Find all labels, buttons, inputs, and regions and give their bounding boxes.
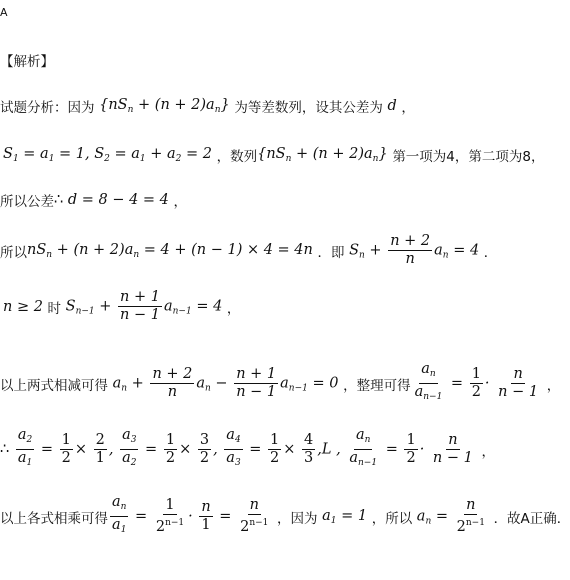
line-8-end: ．故A正确． bbox=[493, 510, 570, 527]
line-3 bbox=[0, 190, 187, 210]
line-7 bbox=[0, 428, 495, 471]
line-2-end: 第一项为4，第二项为8， bbox=[392, 149, 545, 165]
line-2-mid: ，数列 bbox=[216, 149, 258, 165]
formula-sequence-2: $\{nS_n + (n + 2)a_n\}$ bbox=[257, 146, 393, 164]
line-3-prefix: 所以公差 bbox=[0, 194, 54, 210]
formula-a1: $a_1 = 1$ bbox=[317, 507, 372, 526]
line-5 bbox=[3, 290, 240, 323]
line-2 bbox=[3, 145, 545, 165]
line-7-end: ， bbox=[481, 443, 495, 460]
line-4 bbox=[0, 234, 497, 267]
line-5-end: ， bbox=[226, 300, 241, 317]
formula-n-ge-2: n ≥ 2 bbox=[3, 298, 48, 315]
line-3-end: ， bbox=[173, 194, 188, 210]
line-1 bbox=[0, 96, 415, 116]
line-8-mid: ，因为 bbox=[277, 510, 318, 527]
formula-product: $\frac{a_n}{a_1}$ = $\frac{1}{2^{n-1}}$ · $\frac{n}{1}$ = $\frac{n}{2^{n-1}}$ bbox=[112, 494, 269, 535]
line-1-mid: 为等差数列，设其公差为 bbox=[234, 100, 383, 116]
formula-sn-1-relation: $S_{n-1}$ + $\frac{n + 1}{n - 1}$ $a_{n-1} = 4$ bbox=[61, 289, 227, 323]
line-6-end: ， bbox=[546, 377, 561, 394]
line-4-mid: ．即 bbox=[317, 244, 345, 261]
formula-ratio: $\frac{a_n}{a_{n-1}}$ = $\frac{1}{2}$ · $\frac{n}{n - 1}$ bbox=[414, 361, 539, 402]
section-header: 【解析】 bbox=[0, 54, 54, 70]
answer-label: A bbox=[0, 6, 8, 19]
formula-difference: $a_n$ + $\frac{n + 2}{n}$ $a_n$ − $\frac{n + 1}{n - 1}$ $a_{n-1} = 0$ bbox=[108, 366, 344, 400]
line-1-end: ， bbox=[401, 100, 415, 116]
line-6-prefix: 以上两式相减可得 bbox=[0, 377, 108, 394]
formula-sn-relation: $S_n$ + $\frac{n + 2}{n}$ $a_n = 4$ bbox=[344, 233, 484, 267]
line-6-mid: ，整理可得 bbox=[343, 377, 411, 394]
line-8 bbox=[0, 495, 570, 538]
formula-sum-expression: $nS_n + (n + 2)a_n = 4 + (n - 1) \times 4 = 4n$ bbox=[27, 241, 318, 260]
line-6 bbox=[0, 362, 560, 405]
formula-sequence: $\{nS_n + (n + 2)a_n\}$ bbox=[94, 97, 235, 115]
formula-an: $a_n$ = $\frac{n}{2^{n-1}}$ bbox=[412, 497, 485, 535]
line-4-prefix: 所以 bbox=[0, 244, 27, 261]
line-4-end: ． bbox=[483, 244, 498, 261]
line-1-prefix: 试题分析：因为 bbox=[0, 100, 95, 116]
line-5-mid: 时 bbox=[47, 300, 62, 317]
formula-d-value: ∴ d = 8 − 4 = 4 bbox=[54, 192, 174, 208]
line-8-prefix: 以上各式相乘可得 bbox=[0, 510, 108, 527]
formula-d: d bbox=[382, 98, 402, 114]
formula-s1-s2: $S_1 = a_1 = 1$, $S_2 = a_1 + a_2 = 2$ bbox=[3, 146, 217, 164]
line-8-mid2: ，所以 bbox=[371, 510, 413, 527]
formula-ratio-chain: ∴ $\frac{a_2}{a_1}$ = $\frac{1}{2}$ × $\frac{2}{1}$ , $\frac{a_3}{a_2}$ = $\frac{1}{2}$ × $\frac{3}{2}$ , $\frac{a_4}{a_3}$ = $\frac{1}{2}$ × $\frac{4}{3}$ ,L , $\frac{a_n}{a_{n-1}}$ = $\frac{1}{2}$ · $\frac{n}{n - 1}$ bbox=[0, 427, 473, 468]
